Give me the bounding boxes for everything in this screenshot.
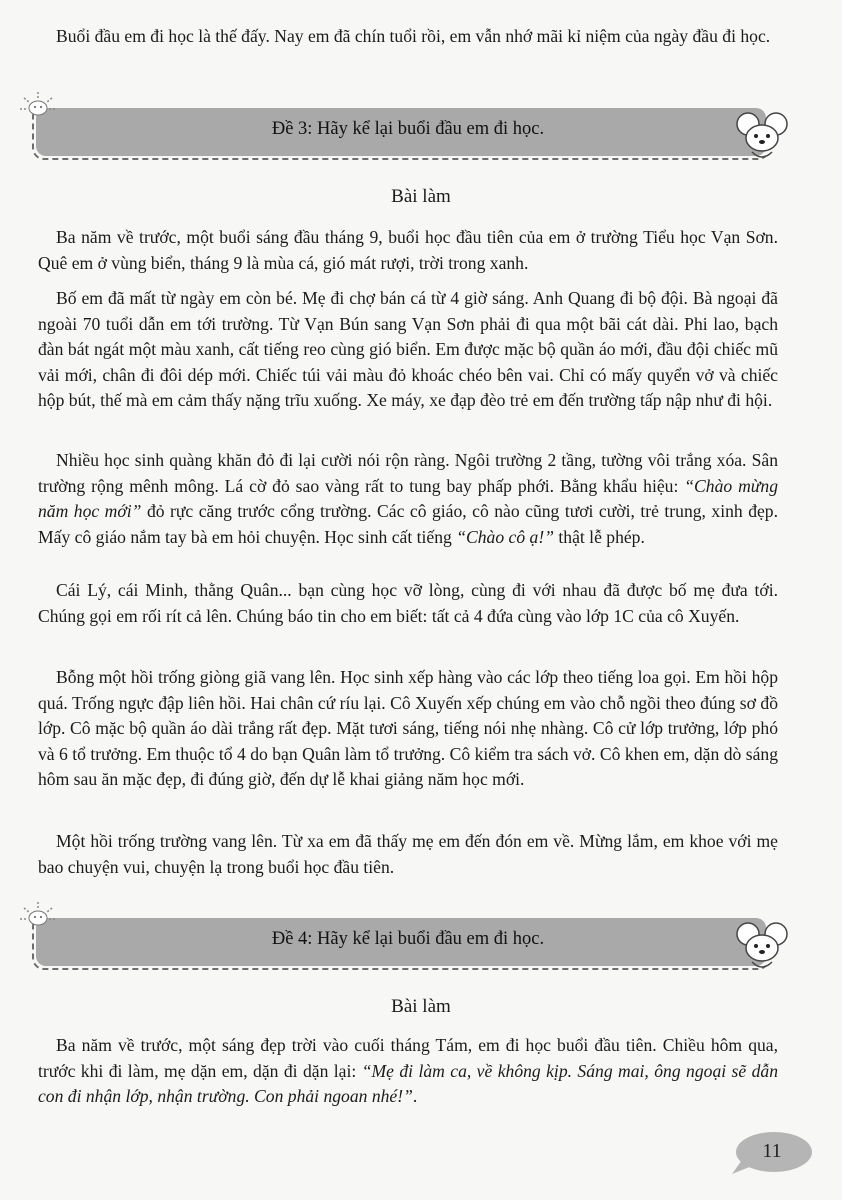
section3-paragraph-4: Cái Lý, cái Minh, thằng Quân... bạn cùng học vỡ lòng, cùng đi với nhau đã được bố mẹ đưa tới. Chúng gọi em rối rít cả lên. Chúng báo tin cho em biết: tất cả 4 đứa cùng vào lớp 1C của cô Xuyến.: [38, 580, 778, 626]
section3-paragraph-2: Bố em đã mất từ ngày em còn bé. Mẹ đi chợ bán cá từ 4 giờ sáng. Anh Quang đi bộ đội. Bà ngoại đã ngoài 70 tuổi dẫn em tới trường. Từ Vạn Bún sang Vạn Sơn phải đi qua một bãi cát dài. Phi lao, bạch đàn bát ngát một màu xanh, cất tiếng reo cùng gió biển. Em được mặc bộ quần áo mới, đầu đội chiếc mũ vải mới, chân đi đôi dép mới. Chiếc túi vải màu đỏ khoác chéo bên vai. Chỉ có mấy quyển vở và chiếc hộp bút, thế mà em cảm thấy nặng trĩu xuống. Xe máy, xe đạp đèo trẻ em đến trường tấp nập như đi hội.: [38, 288, 778, 410]
text-run: Nhiều học sinh quàng khăn đỏ đi lại cười nói rộn ràng. Ngôi trường 2 tầng, tường vôi trắng xóa. Sân trường rộng mênh mông. Lá cờ đỏ sao vàng rất to tung bay phấp phới. Bằng khẩu hiệu:: [38, 450, 778, 496]
section4-banner: [30, 914, 786, 972]
text-run: .: [412, 1086, 418, 1106]
greeting-quote: “Chào cô ạ!”: [456, 526, 554, 547]
text-run: Ba năm về trước, một sáng đẹp trời vào cuối tháng Tám, em đi học buổi đầu tiên. Chiều hôm qua, trước khi đi làm, mẹ dặn em, dặn đi dặn lại:: [38, 1035, 778, 1081]
section4-title: Đề 4: Hãy kể lại buổi đầu em đi học.: [271, 929, 545, 949]
section4-paragraph-1: [38, 1033, 778, 1110]
section3-title: Đề 3: Hãy kể lại buổi đầu em đi học.: [271, 119, 545, 139]
section3-banner: [30, 104, 786, 162]
mouse-mascot-icon: [730, 108, 794, 162]
text-run: thật lễ phép.: [554, 526, 645, 547]
section3-paragraph-3: [38, 448, 778, 550]
text-run: đỏ rực căng trước cổng trường. Các cô giáo, cô nào cũng tươi cười, trẻ trung, xinh đẹp. Mấy cô giáo nắm tay bà em hỏi chuyện. Học sinh cất tiếng: [38, 501, 778, 547]
section4-heading: Bài làm: [391, 996, 451, 1017]
mouse-mascot-icon: [730, 918, 794, 972]
intro-paragraph: Buổi đầu em đi học là thế đấy. Nay em đã chín tuổi rồi, em vẫn nhớ mãi kỉ niệm của ngày đầu đi học.: [56, 26, 771, 46]
section3-paragraph-6: Một hồi trống trường vang lên. Từ xa em đã thấy mẹ em đến đón em về. Mừng lắm, em khoe với mẹ bao chuyện vui, chuyện lạ trong buổi học đầu tiên.: [38, 831, 778, 877]
section3-heading: Bài làm: [391, 186, 451, 207]
section3-paragraph-5: Bỗng một hồi trống giòng giã vang lên. Học sinh xếp hàng vào các lớp theo tiếng loa gọi. Em hồi hộp quá. Trống ngực đập liên hồi. Hai chân cứ ríu lại. Cô Xuyến xếp chúng em vào chỗ ngồi theo đúng sơ đồ lớp. Cô mặc bộ quần áo dài trắng rất đẹp. Mặt tươi sáng, tiếng nói nhẹ nhàng. Cô cử lớp trưởng, lớp phó và 6 tổ trưởng. Em thuộc tổ 4 do bạn Quân làm tổ trưởng. Cô kiểm tra sách vở. Cô khen em, dặn dò sáng hôm sau ăn mặc đẹp, đi đúng giờ, đến dự lễ khai giảng năm học mới.: [38, 667, 778, 789]
section3-paragraph-1: Ba năm về trước, một buổi sáng đầu tháng 9, buổi học đầu tiên của em ở trường Tiểu học Vạn Sơn. Quê em ở vùng biển, tháng 9 là mùa cá, gió mát rượi, trời trong xanh.: [38, 227, 778, 273]
page-number: 11: [762, 1140, 782, 1162]
page-number-badge: [730, 1130, 814, 1176]
mother-quote: “Mẹ đi làm ca, về không kịp. Sáng mai, ông ngoại sẽ dẫn con đi nhận lớp, nhận trường. Con phải ngoan nhé!”: [38, 1060, 779, 1106]
slogan-quote: “Chào mừng năm học mới”: [38, 475, 778, 521]
